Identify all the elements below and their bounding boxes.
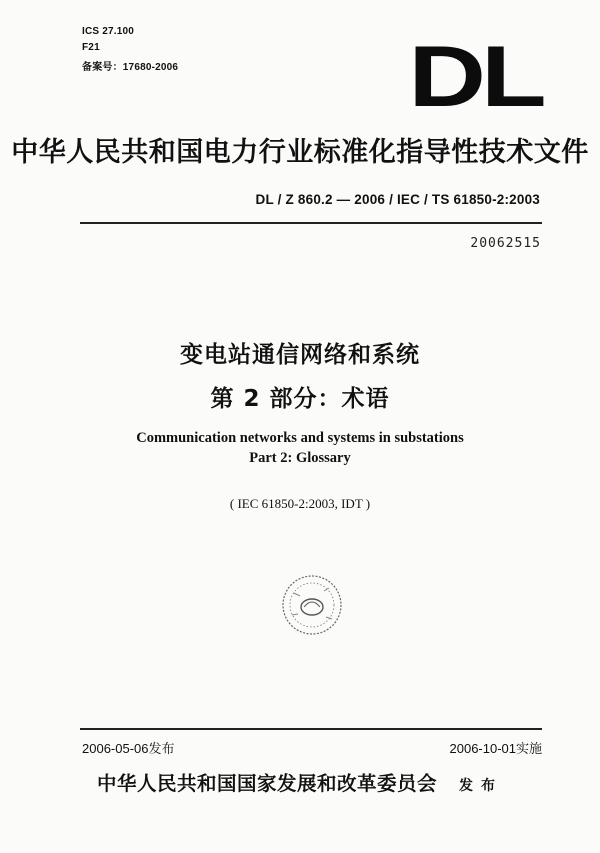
stamp-number: 20062515: [470, 236, 541, 251]
chinese-title-line1: 变电站通信网络和系统: [180, 342, 420, 368]
top-divider: [80, 222, 542, 224]
standard-number: DL / Z 860.2 — 2006 / IEC / TS 61850-2:2003: [255, 192, 540, 207]
publisher-name: 中华人民共和国国家发展和改革委员会: [96, 772, 437, 795]
publish-label: 发布: [459, 778, 503, 794]
issue-date: 2006-05-06发布: [82, 741, 175, 756]
seal-stamp-icon: [280, 573, 344, 637]
equivalence-note: ( IEC 61850-2:2003, IDT ): [229, 496, 371, 511]
dl-logo: DL: [408, 29, 542, 125]
publisher-row: [0, 768, 600, 796]
record-number: 备案号：17680-2006: [82, 62, 179, 73]
english-title-line1: Communication networks and systems in substations: [136, 430, 464, 446]
classification-code: F21: [82, 42, 100, 53]
series-title: 中华人民共和国电力行业标准化指导性技术文件: [11, 137, 589, 168]
ics-code: ICS 27.100: [82, 26, 135, 37]
english-title-line2: Part 2: Glossary: [249, 450, 351, 466]
implementation-date: 2006-10-01实施: [449, 741, 542, 756]
bottom-divider: [80, 728, 542, 730]
chinese-title-line2: 第 2 部分：术语: [210, 386, 390, 412]
